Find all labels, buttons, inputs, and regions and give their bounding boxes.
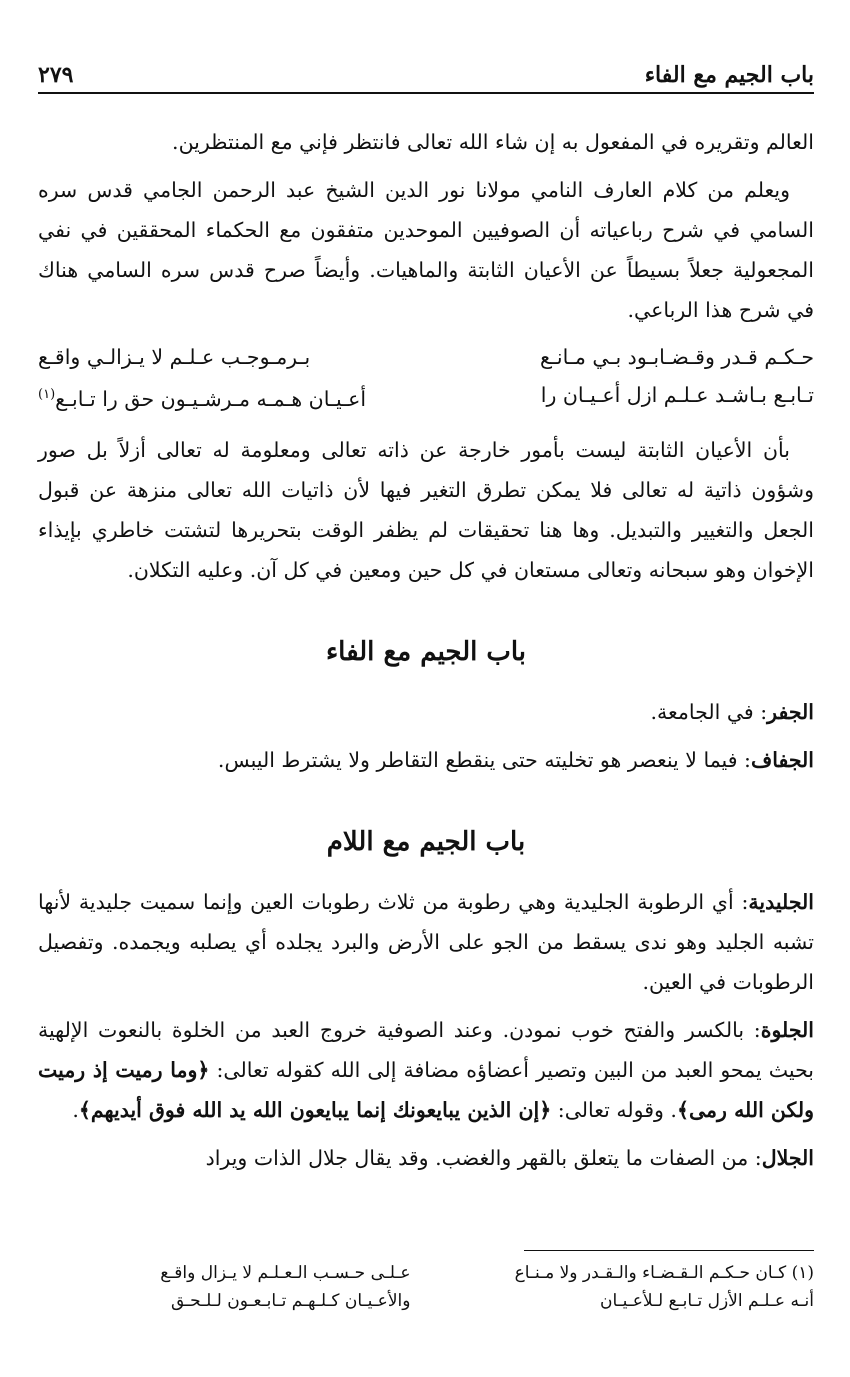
verse-line — [38, 338, 814, 376]
footnote-marker: (١) — [38, 387, 56, 402]
hemistich: أعـيـان هـمـه مـرشـيـون حق را تـابـع — [55, 386, 367, 411]
hemistich: حـكـم قـدر وقـضـابـود بـي مـانـع — [540, 345, 814, 369]
entry — [38, 692, 814, 732]
quran-quote: ﴿وما رميت إذ رميت ولكن الله رمى﴾ — [38, 1057, 814, 1122]
quran-quote: ﴿إن الذين يبايعونك إنما يبايعون الله يد الله فوق أيديهم﴾ — [78, 1097, 552, 1122]
entry-term: الجفر — [767, 699, 814, 724]
hemistich-with-footnote — [38, 376, 410, 418]
running-header — [38, 52, 814, 94]
verse-line — [38, 376, 814, 418]
persian-quatrain — [38, 338, 814, 418]
footnote-text: عـلـى حـسـب الـعـلـم لا يـزال واقـع — [160, 1263, 411, 1283]
footnote-rule — [524, 1250, 814, 1251]
paragraph: العالم وتقريره في المفعول به إن شاء الله تعالى فانتظر فإني مع المنتظرين. — [172, 130, 814, 154]
hemistich: بـرمـوجـب عـلـم لا يـزالـي واقـع — [38, 345, 311, 369]
footnote-text: (١) كـان حـكـم الـقـضـاء والـقـدر ولا مـنـاع — [514, 1263, 814, 1283]
hemistich: تـابـع بـاشـد عـلـم ازل أعـيـان را — [540, 383, 814, 407]
entry-text: : في الجامعة. — [650, 699, 768, 724]
entry — [38, 882, 814, 1002]
footnote-text: والأعـيـان كـلـهـم تـابـعـون لـلـحـق — [170, 1291, 411, 1311]
page-number: ٢٧٩ — [38, 62, 74, 88]
entry-term: الجليدية — [748, 889, 814, 914]
entry-term: الجلوة — [760, 1017, 814, 1042]
paragraph: ويعلم من كلام العارف النامي مولانا نور الدين الشيخ عبد الرحمن الجامي قدس سره السامي في شرح رباعياته أن الصوفيين الموحدين متفقون مع الحكماء المحققين في نفي المجعولية جعلاً بسيطاً عن الأعيان الثابتة والماهيات. وأيضاً صرح قدس سره السامي هناك في شرح هذا الرباعي. — [38, 178, 814, 322]
entry-text: : أي الرطوبة الجليدية وهي رطوبة من ثلاث رطوبات العين وإنما سميت جليدية لأنها تشبه الجليد وهو ندى يسقط من الجو على الأرض والبرد يجلده أي يصلبه ويجمده. وتفصيل الرطوبات في العين. — [38, 889, 814, 994]
entry-term: الجفاف — [750, 747, 814, 772]
entry-text: . — [72, 1097, 79, 1122]
header-title: باب الجيم مع الفاء — [644, 62, 814, 88]
entry — [38, 740, 814, 780]
entry — [38, 1010, 814, 1130]
entry-text: . وقوله تعالى: — [557, 1097, 677, 1122]
footnote-line — [38, 1259, 814, 1287]
section-title: باب الجيم مع الفاء — [325, 636, 527, 667]
main-text — [38, 122, 814, 1186]
footnote-text: أنـه عـلـم الأزل تـابـع لـلأعـيـان — [599, 1291, 814, 1311]
entry-text: : من الصفات ما يتعلق بالقهر والغضب. وقد يقال جلال الذات ويراد — [205, 1145, 762, 1170]
footnote-line — [38, 1287, 814, 1315]
footnotes — [38, 1250, 814, 1315]
paragraph: بأن الأعيان الثابتة ليست بأمور خارجة عن ذاته تعالى ومعلومة له تعالى أزلاً بل صور وشؤون ذاتية له تعالى فلا يمكن تطرق التغير فيها لأن ذاتيات الله تعالى منزهة عن قبول الجعل والتغيير والتبديل. وها هنا تحقيقات لم يظفر الوقت بتحريرها لتشتت خاطري بإيذاء الإخوان وهو سبحانه وتعالى مستعان في كل حين ومعين في كل آن. وعليه التكلان. — [38, 437, 814, 582]
entry-text: : بالكسر والفتح خوب نمودن. وعند الصوفية خروج العبد من الخلوة بالنعوت الإلهية بحيث يمحو العبد من البين وتصير أعضاؤه مضافة إلى الله كقوله تعالى: — [38, 1017, 815, 1082]
entry-text: : فيما لا ينعصر هو تخليته حتى ينقطع التقاطر ولا يشترط اليبس. — [217, 747, 751, 772]
section-title: باب الجيم مع اللام — [326, 826, 526, 857]
entry-term: الجلال — [761, 1145, 814, 1170]
entry — [38, 1138, 814, 1178]
